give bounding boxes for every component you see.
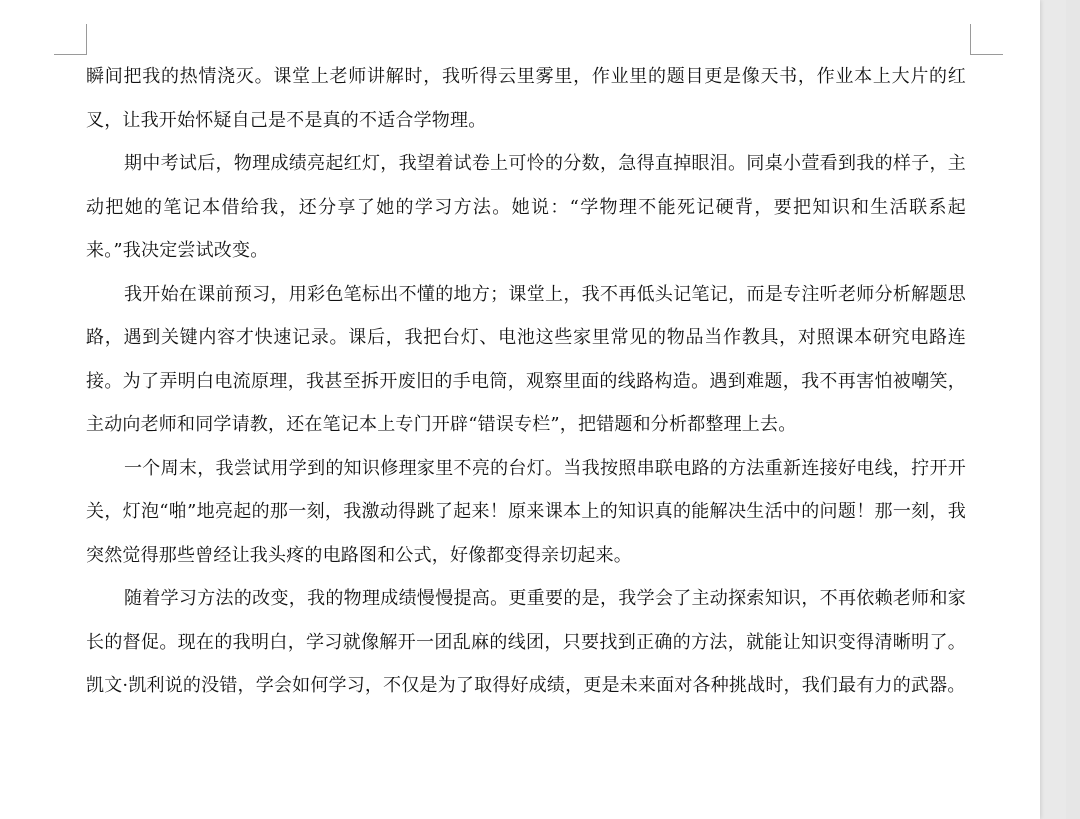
paragraph[interactable]: 期中考试后，物理成绩亮起红灯，我望着试卷上可怜的分数，急得直掉眼泪。同桌小萱看到我的样子，主动把她的笔记本借给我，还分享了她的学习方法。她说：“学物理不能死记硬背，要把知识和生活联系起来。”我决定尝试改变。 [86,153,966,261]
paragraph[interactable]: 随着学习方法的改变，我的物理成绩慢慢提高。更重要的是，我学会了主动探索知识，不再依赖老师和家长的督促。现在的我明白，学习就像解开一团乱麻的线团，只要找到正确的方法，就能让知识变得清晰明了。凯文·凯利说的没错，学会如何学习，不仅是为了取得好成绩，更是未来面对各种挑战时，我们最有力的武器。 [86,588,966,696]
paragraph[interactable]: 我开始在课前预习，用彩色笔标出不懂的地方；课堂上，我不再低头记笔记，而是专注听老师分析解题思路，遇到关键内容才快速记录。课后，我把台灯、电池这些家里常见的物品当作教具，对照课本研究电路连接。为了弄明白电流原理，我甚至拆开废旧的手电筒，观察里面的线路构造。遇到难题，我不再害怕被嘲笑，主动向老师和同学请教，还在笔记本上专门开辟“错误专栏”，把错题和分析都整理上去。 [86,283,966,435]
window-edge [1066,0,1080,819]
paragraph[interactable]: 一个周末，我尝试用学到的知识修理家里不亮的台灯。当我按照串联电路的方法重新连接好电线，拧开开关，灯泡“啪”地亮起的那一刻，我激动得跳了起来！原来课本上的知识真的能解决生活中的问题！那一刻，我突然觉得那些曾经让我头疼的电路图和公式，好像都变得亲切起来。 [86,457,966,566]
document-body[interactable] [86,55,966,708]
margin-corner-mark-top-left [54,24,87,55]
margin-corner-mark-top-right [970,24,1003,55]
paragraph[interactable]: 瞬间把我的热情浇灭。课堂上老师讲解时，我听得云里雾里，作业里的题目更是像天书，作业本上大片的红叉，让我开始怀疑自己是不是真的不适合学物理。 [86,66,966,131]
